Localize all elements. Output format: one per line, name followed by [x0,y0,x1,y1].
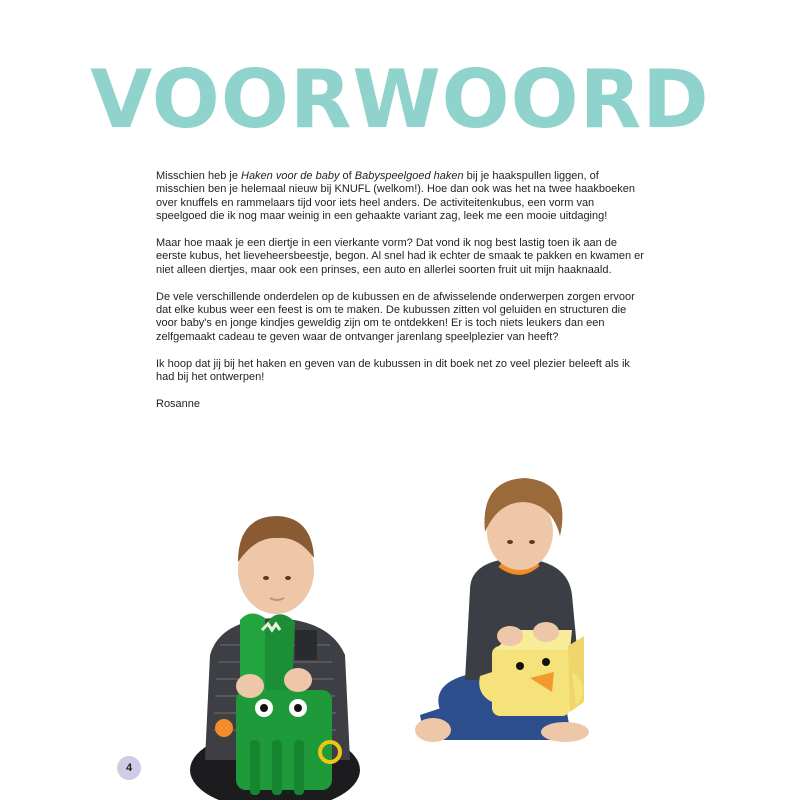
signature: Rosanne [156,397,201,410]
text-run: bij je haakspullen liggen, of misschien ben je helemaal nieuw bij KNUFL (welkom!). Hoe dan ook was het na twee haakboeken over knuffels en rammelaars tijd voor iets heel anders. De activiteitenkubus, een vorm van speelgoed die ik nog maar weinig in een gehaakte variant zag, leek me een mooie uitdaging! [156,170,635,223]
paragraph-3: De vele verschillende onderdelen op de kubussen en de afwisselende onderwerpen zorgen ervoor dat elke kubus weer een feest is om te maken. De kubussen zitten vol geluiden en structuren die voor baby's en jonge kindjes geweldig zijn om te ontdekken! Er is toch niets leukers dan een zelfgemaakt cadeau te geven waar de ontvanger jarenlang speelplezier van heeft? [156,290,635,343]
page-number: 4 [125,762,133,774]
text-run: of [339,170,355,182]
book-title-2: Babyspeelgoed haken [354,170,464,182]
text-run: Misschien heb je [156,170,241,182]
babies-with-crochet-cubes-photo [180,440,620,800]
paragraph-4: Ik hoop dat jij bij het haken en geven van de kubussen in dit boek net zo veel plezier beleeft als ik had bij het ontwerpen! [156,357,630,384]
paragraph-2: Maar hoe maak je een diertje in een vierkante vorm? Dat vond ik nog best lastig toen ik aan de eerste kubus, het lieveheersbeestje, begon. Al snel had ik echter de smaak te pakken en kwamen er niet alleen diertjes, maar ook een prinses, een auto en allerlei soorten fruit uit mijn haaknaald. [156,237,644,276]
foreword-text [156,170,644,425]
page-number-badge [117,756,141,780]
paragraph-1 [156,170,644,224]
book-title-1: Haken voor de baby [241,170,340,182]
page-title: VOORWOORD [90,53,710,146]
